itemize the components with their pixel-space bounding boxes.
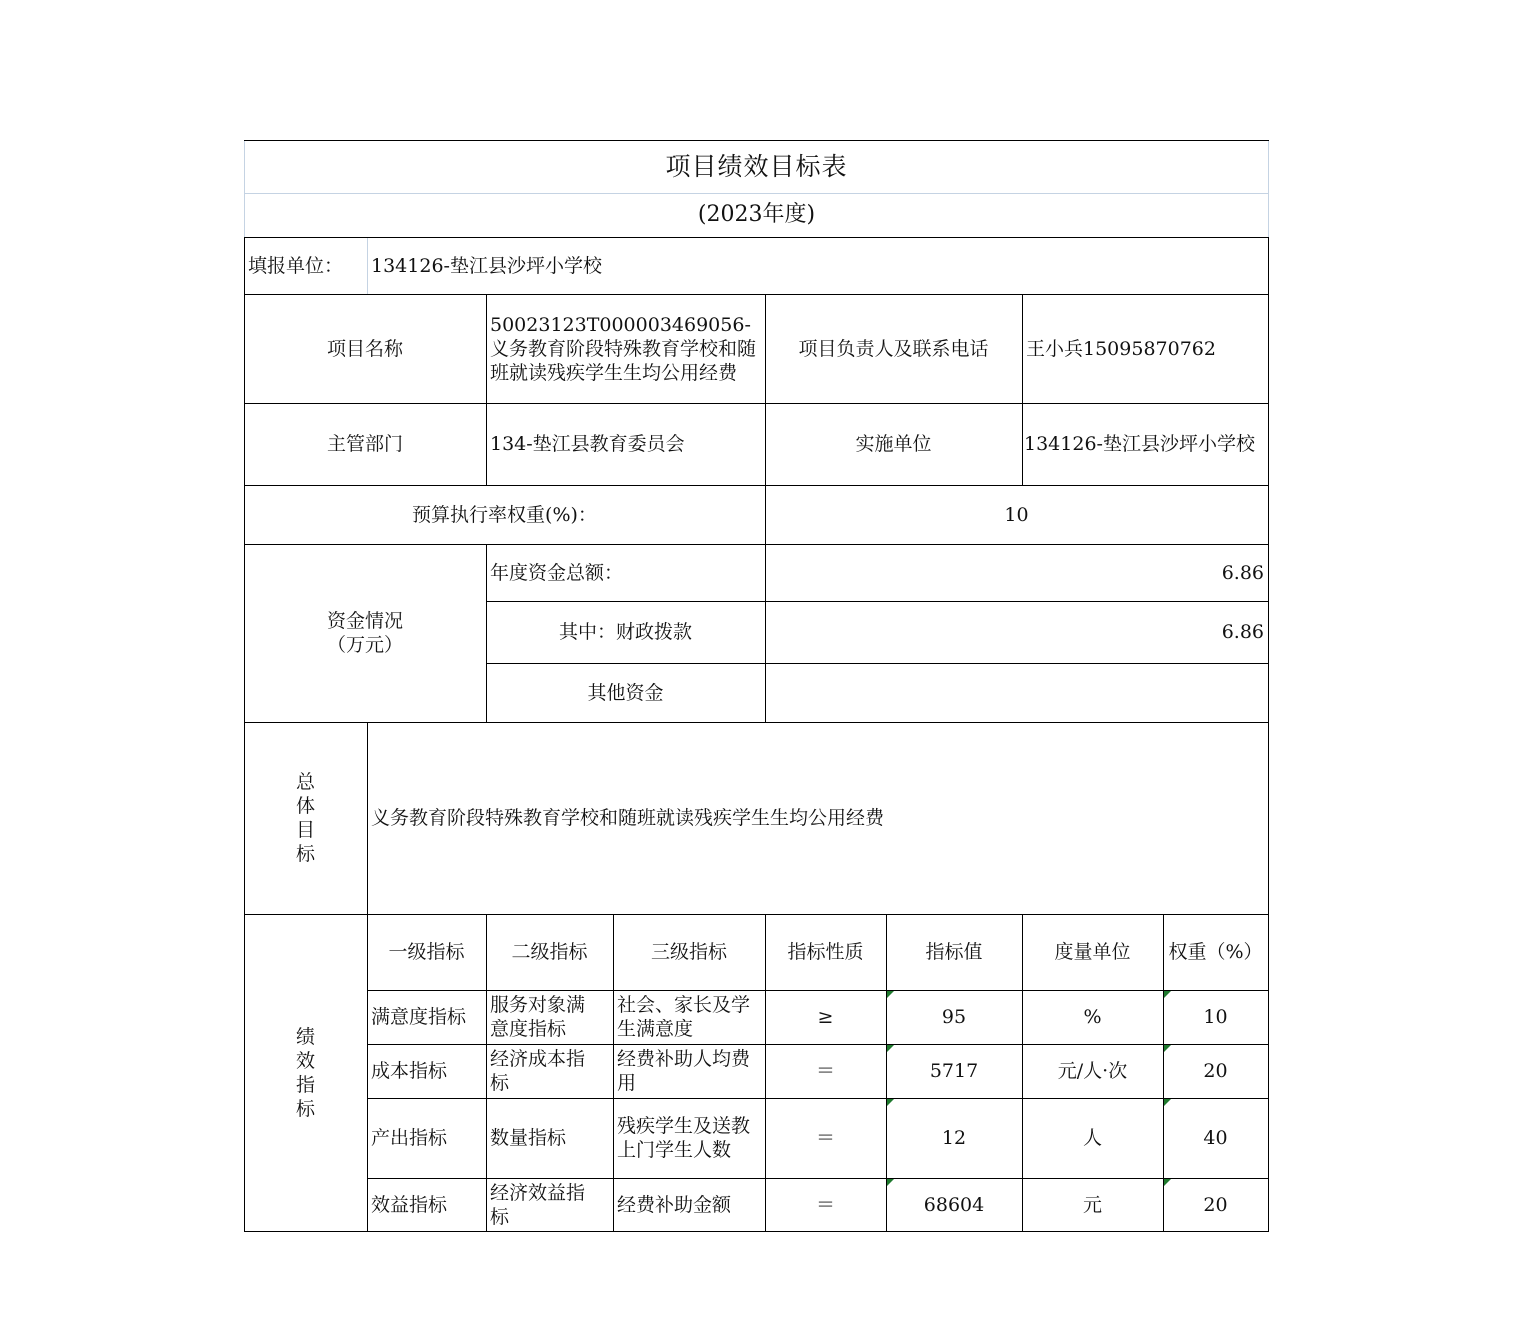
row3-nature: ＝: [815, 1127, 835, 1149]
goal-label-cell: [244, 722, 367, 914]
dept-label: 主管部门: [326, 433, 403, 455]
right-border: [1268, 237, 1269, 1232]
funds-total-label: 年度资金总额：: [490, 561, 624, 584]
row4-weight: 20: [1203, 1193, 1228, 1216]
row3-weight: 40: [1203, 1127, 1228, 1149]
row4-l1: 效益指标: [371, 1193, 448, 1216]
header-nature: 指标性质: [787, 941, 864, 963]
header-l3: 三级指标: [650, 941, 727, 963]
bottom-border: [244, 1231, 1269, 1232]
project-name-value: 50023123T000003469056-义务教育阶段特殊教育学校和随班就读残疾学生生均公用经费: [490, 313, 757, 384]
funds-other-label: 其他资金: [587, 681, 664, 704]
project-contact-value: 王小兵15095870762: [1026, 337, 1216, 360]
row4-l2: 经济效益指标: [490, 1181, 586, 1228]
row2-l2: 经济成本指标: [490, 1048, 586, 1094]
row4-value: 68604: [923, 1193, 985, 1216]
comment-marker: [887, 1179, 894, 1186]
funds-label-line1: 资金情况: [326, 610, 403, 632]
row1-l1: 满意度指标: [371, 1006, 467, 1028]
row1-nature: ≥: [817, 1006, 834, 1028]
indicators-label: 绩效指标: [295, 1025, 315, 1120]
comment-marker: [887, 1099, 894, 1106]
goal-label: 总体目标: [295, 771, 315, 865]
row2-weight: 20: [1203, 1060, 1228, 1082]
row1-l3: 社会、家长及学生满意度: [617, 994, 751, 1040]
budget-rate-value: 10: [1004, 503, 1029, 526]
row1-weight: 10: [1203, 1006, 1228, 1028]
row4-nature: ＝: [815, 1193, 835, 1216]
impl-label: 实施单位: [855, 433, 932, 455]
comment-marker: [887, 991, 894, 998]
header-value: 指标值: [925, 941, 983, 963]
performance-target-sheet: [244, 140, 1269, 1232]
unit-value: 134126-垫江县沙坪小学校: [371, 254, 602, 277]
impl-value: 134126-垫江县沙坪小学校: [1024, 433, 1255, 455]
header-weight: 权重（%）: [1168, 941, 1263, 963]
row3-l3: 残疾学生及送教上门学生人数: [617, 1115, 751, 1161]
budget-rate-label: 预算执行率权重(%)：: [412, 503, 597, 526]
row2-value: 5717: [929, 1060, 979, 1082]
page-title: 项目绩效目标表: [665, 151, 848, 181]
funds-label: [244, 544, 486, 722]
row3-l1: 产出指标: [371, 1127, 448, 1149]
funds-fiscal-label: 其中：财政拨款: [558, 621, 692, 643]
row3-value: 12: [941, 1127, 967, 1149]
row2-l3: 经费补助人均费用: [617, 1048, 751, 1094]
year-subtitle: (2023年度): [697, 202, 816, 227]
project-name-label: 项目名称: [326, 337, 403, 360]
row1-value: 95: [941, 1006, 967, 1028]
header-l1: 一级指标: [388, 941, 465, 963]
funds-fiscal-value: 6.86: [1221, 621, 1264, 643]
row2-unit: 元/人·次: [1057, 1060, 1128, 1082]
row1-l2: 服务对象满意度指标: [490, 994, 586, 1040]
dept-value: 134-垫江县教育委员会: [490, 433, 685, 455]
comment-marker: [1164, 991, 1171, 998]
header-unit: 度量单位: [1054, 941, 1131, 963]
project-contact-label: 项目负责人及联系电话: [798, 337, 989, 360]
indicators-label-cell: [244, 914, 367, 1231]
comment-marker: [1164, 1179, 1171, 1186]
header-l2: 二级指标: [511, 941, 588, 963]
comment-marker: [887, 1045, 894, 1052]
funds-total-value: 6.86: [1221, 561, 1264, 584]
funds-other-value: [765, 663, 1268, 722]
comment-marker: [1164, 1099, 1171, 1106]
row3-unit: 人: [1082, 1127, 1102, 1149]
row1-unit: %: [1083, 1006, 1102, 1028]
row3-l2: 数量指标: [490, 1127, 567, 1149]
row2-l1: 成本指标: [371, 1060, 448, 1082]
unit-label: 填报单位：: [248, 254, 344, 277]
row2-nature: ＝: [815, 1060, 835, 1082]
comment-marker: [1164, 1045, 1171, 1052]
row4-unit: 元: [1082, 1193, 1102, 1216]
funds-label-line2: （万元）: [326, 634, 403, 656]
row4-l3: 经费补助金额: [617, 1193, 732, 1216]
goal-value: 义务教育阶段特殊教育学校和随班就读残疾学生生均公用经费: [371, 807, 885, 829]
